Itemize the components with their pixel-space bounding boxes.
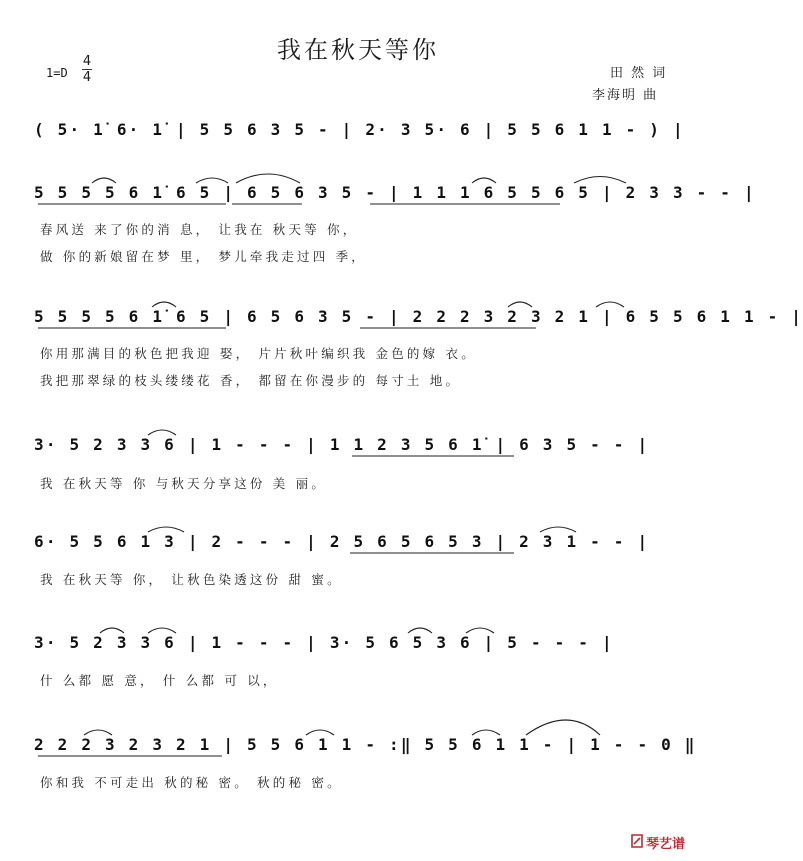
slur-mark bbox=[596, 302, 624, 307]
slur-mark bbox=[92, 178, 116, 183]
slur-mark bbox=[148, 430, 176, 435]
slur-mark bbox=[148, 628, 176, 633]
slur-mark bbox=[236, 174, 300, 183]
staff-intro-notes: ( 5· 1̇ 6· 1̇ | 5 5 6 3 5 - | 2· 3 5· 6 | 5 5 6 1 1 - ) | bbox=[34, 120, 685, 139]
staff-2-lyric-verse-1: 你用那满目的秋色把我迎 娶， 片片秋叶编织我 金色的嫁 衣。 bbox=[40, 346, 477, 361]
staff-3-notes: 3· 5 2 3 3 6 | 1 - - - | 1 1 2 3 5 6 1̇ | 6 3 5 - - | bbox=[34, 435, 650, 454]
slur-mark bbox=[466, 628, 494, 633]
slur-mark bbox=[472, 178, 496, 183]
slur-mark bbox=[196, 178, 228, 183]
slur-mark bbox=[540, 527, 576, 532]
staff-2-lyric-verse-2: 我把那翠绿的枝头缕缕花 香， 都留在你漫步的 每寸土 地。 bbox=[40, 373, 462, 388]
slur-mark bbox=[526, 720, 600, 735]
slur-mark bbox=[472, 730, 500, 735]
page-title: 我在秋天等你 bbox=[277, 36, 439, 64]
slur-mark bbox=[84, 730, 112, 735]
music-note-logo-icon bbox=[630, 833, 644, 849]
slur-mark bbox=[574, 177, 626, 184]
lyricist-credit: 田 然 词 bbox=[610, 66, 668, 81]
slur-mark bbox=[148, 527, 184, 532]
slur-mark bbox=[100, 628, 124, 633]
slur-mark bbox=[152, 302, 176, 307]
staff-4-lyric: 我 在秋天等 你， 让秋色染透这份 甜 蜜。 bbox=[40, 572, 343, 587]
staff-4-notes: 6· 5 5 6 1 3 | 2 - - - | 2 5 6 5 6 5 3 | 2 3 1 - - | bbox=[34, 532, 650, 551]
staff-6-notes: 2 2 2 3 2 3 2 1 | 5 5 6 1 1 - :‖ 5 5 6 1 1 - | 1 - - 0 ‖ bbox=[34, 735, 697, 754]
staff-2-notes: 5 5 5 5 6 1̇ 6 5 | 6 5 6 3 5 - | 2 2 2 3 2 3 2 1 | 6 5 5 6 1 1 - | bbox=[34, 307, 803, 326]
composer-credit: 李海明 曲 bbox=[592, 88, 659, 103]
staff-3-lyric: 我 在秋天等 你 与秋天分享这份 美 丽。 bbox=[40, 476, 328, 491]
staff-1-notes: 5 5 5 5 6 1̇ 6 5 | 6 5 6 3 5 - | 1 1 1 6 5 5 6 5 | 2 3 3 - - | bbox=[34, 183, 756, 202]
key-signature: 1=D bbox=[46, 66, 68, 80]
staff-6-lyric: 你和我 不可走出 秋的秘 密。 秋的秘 密。 bbox=[40, 775, 343, 790]
staff-5-lyric: 什 么都 愿 意， 什 么都 可 以， bbox=[40, 673, 279, 688]
staff-5-notes: 3· 5 2 3 3 6 | 1 - - - | 3· 5 6 5 3 6 | 5 - - - | bbox=[34, 633, 614, 652]
staff-1-lyric-verse-2: 做 你的新娘留在梦 里， 梦儿牵我走过四 季， bbox=[40, 249, 367, 264]
slur-mark bbox=[306, 730, 334, 735]
staff-1-lyric-verse-1: 春风送 来了你的消 息， 让我在 秋天等 你， bbox=[40, 222, 359, 237]
slur-mark bbox=[508, 302, 532, 307]
meter-denominator: 4 bbox=[82, 70, 92, 85]
watermark-logo: 琴艺谱 bbox=[646, 837, 686, 852]
meter-numerator: 4 bbox=[82, 54, 92, 69]
slur-mark bbox=[408, 628, 432, 633]
